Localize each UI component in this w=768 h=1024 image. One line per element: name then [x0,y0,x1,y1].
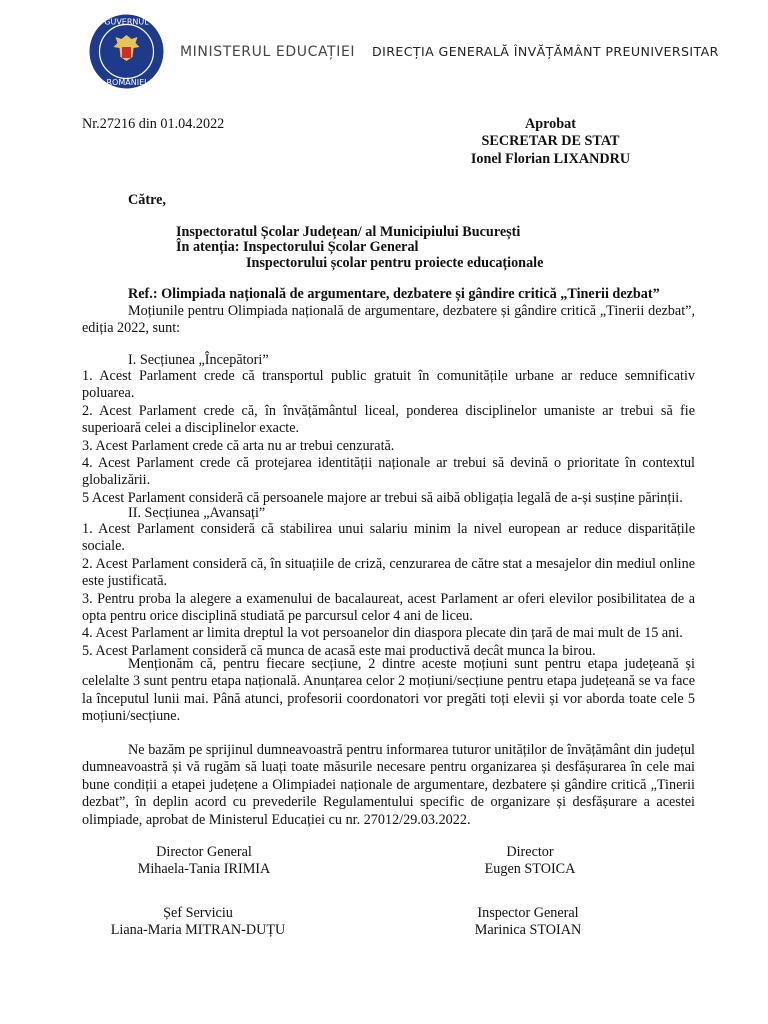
signature-name: Liana-Maria MITRAN-DUȚU [110,922,286,939]
signature-director-general [84,844,324,879]
approval-block [458,116,643,168]
recipient-line-2: În atenția: Inspectorului Școlar General [176,239,419,255]
list-item: 1. Acest Parlament crede că transportul public gratuit în comunitățile urbane ar reduce semnificativ poluarea. [82,368,695,402]
signature-head-of-service [78,905,318,940]
signature-role: Inspector General [477,905,579,921]
recipient-to: Către, [128,192,166,208]
approval-line: Aprobat [525,116,576,132]
list-item: 5 Acest Parlament consideră că persoanele majore ar trebui să aibă obligația legală de a-și susține părinții. [82,489,683,506]
section-1-title: I. Secțiunea „Începători” [128,352,269,368]
approval-name: Ionel Florian LIXANDRU [470,150,631,167]
recipient-line-1: Inspectoratul Școlar Județean/ al Municipiului București [176,224,521,240]
list-item: 5. Acest Parlament consideră că munca de acasă este mai productivă decât munca la birou. [82,642,596,659]
recipient-line-3: Inspectorului școlar pentru proiecte educaționale [246,255,544,271]
signature-role: Director General [156,844,252,860]
list-item: 2. Acest Parlament crede că, în învățământul liceal, ponderea disciplinelor umaniste ar trebui să fie superioară celei a disciplinelor exacte. [82,402,695,437]
list-item: 1. Acest Parlament consideră că stabilirea unui salariu minim la nivel european ar reduce disparitățile sociale. [82,521,695,555]
signature-role: Director [506,844,554,860]
registration-number: Nr.27216 din 01.04.2022 [82,116,225,132]
section-1-list [82,368,695,507]
section-2-list [82,521,695,660]
signature-name: Mihaela-Tania IRIMIA [137,861,271,878]
list-item: 2. Acest Parlament consideră că, în situațiile de criză, cenzurarea de către stat a mesajelor din mediul online este justificată. [82,555,695,590]
government-logo [88,13,165,90]
svg-text:GUVERNUL: GUVERNUL [104,17,149,27]
intro-paragraph: Moțiunile pentru Olimpiada națională de argumentare, dezbatere și gândire critică „Tinerii dezbat”, ediția 2022, sunt: [82,303,695,337]
approval-title: SECRETAR DE STAT [481,133,620,150]
signature-inspector-general [408,905,648,940]
reference-line: Ref.: Olimpiada națională de argumentare, dezbatere și gândire critică „Tinerii dezbat” [128,286,660,302]
direction-name: DIRECȚIA GENERALĂ ÎNVĂȚĂMÂNT PREUNIVERSITAR [372,44,719,59]
section-2-title: II. Secțiunea „Avansați” [128,505,266,521]
signature-role: Șef Serviciu [163,905,233,921]
list-item: 3. Acest Parlament crede că arta nu ar trebui cenzurată. [82,437,395,454]
list-item: 4. Acest Parlament ar limita dreptul la vot persoanelor din diaspora plecate din țară de mai mult de 15 ani. [82,625,683,642]
signature-name: Marinica STOIAN [474,922,582,939]
list-item: 3. Pentru proba la alegere a examenului de bacalaureat, acest Parlament ar oferi elevilor posibilitatea de a opta pentru orice disciplină studiată pe parcursul celor 4 ani de liceu. [82,590,695,625]
paragraph-request: Ne bazăm pe sprijinul dumneavoastră pentru informarea tuturor unităților de învățământ din județul dumneavoastră și vă rugăm să luați toate măsurile necesare pentru organizarea și desfășurarea în cele mai bune condiții a etapei județene a Olimpiadei naționale de argumentare, dezbatere și gândire critică „Tinerii dezbat”, în deplin acord cu prevederile Regulamentului specific de organizare și desfășurare a acestei olimpiade, aprobat de Ministerul Educației cu nr. 27012/29.03.2022. [82,742,695,828]
paragraph-mentions: Menționăm că, pentru fiecare secțiune, 2 dintre aceste moțiuni sunt pentru etapa județeană și celelalte 3 sunt pentru etapa națională. Anunțarea celor 2 moțiuni/secțiune pentru etapa județeană se va face la începutul lunii mai. Până atunci, profesorii coordonatori vor pregăti toți elevii și vor aborda toate cele 5 moțiuni/secțiune. [82,656,695,725]
signature-name: Eugen STOICA [484,861,576,878]
ministry-name: MINISTERUL EDUCAȚIEI [180,44,356,60]
list-item: 4. Acest Parlament crede că protejarea identității naționale ar trebui să devină o prioritate în contextul globalizării. [82,455,695,489]
signature-director [410,844,650,879]
svg-text:ROMÂNIEI: ROMÂNIEI [106,78,147,87]
